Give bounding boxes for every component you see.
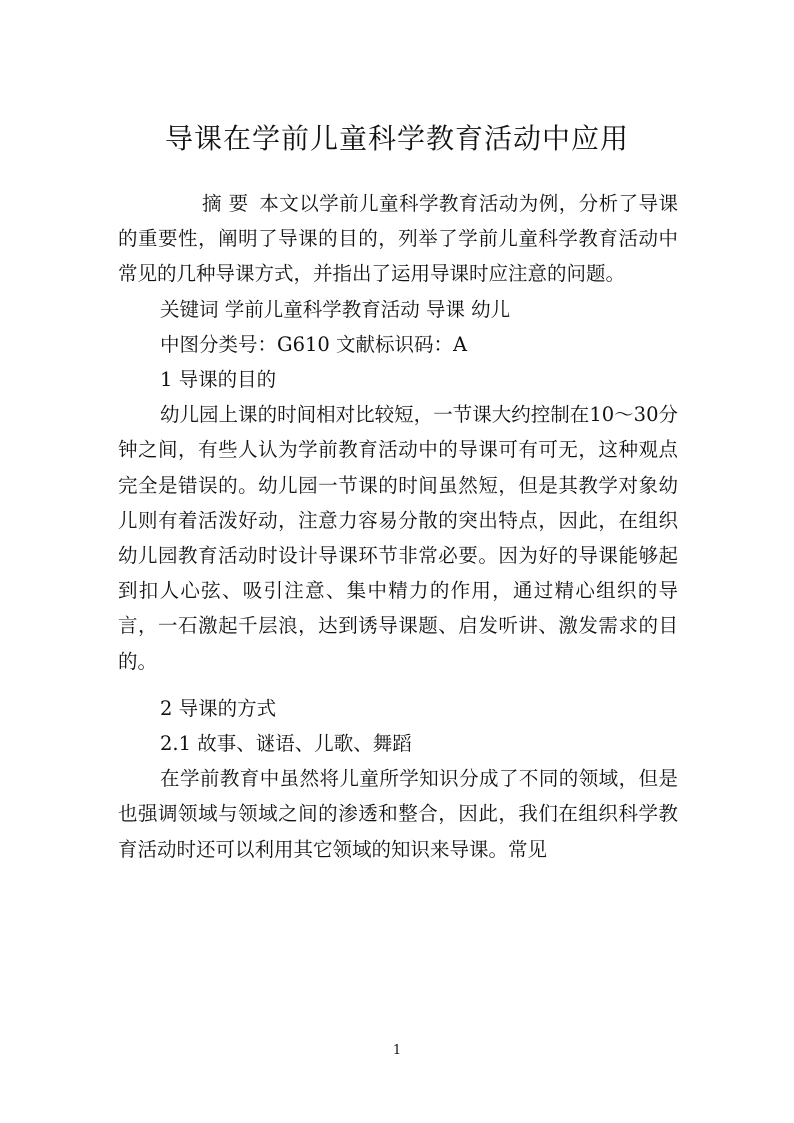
abstract-label: 摘 要 <box>202 192 249 215</box>
page-number: 1 <box>392 1043 402 1058</box>
section-2-1-paragraph: 在学前教育中虽然将儿童所学知识分成了不同的领域，但是也强调领域与领域之间的渗透和整合，因此，我们在组织科学教育活动时还可以利用其它领域的知识来导课。常见 <box>118 767 678 861</box>
keywords-line: 关键词 学前儿童科学教育活动 导课 幼儿 <box>160 297 511 321</box>
abstract-paragraph <box>118 186 678 292</box>
document-body <box>118 186 678 867</box>
section-2-1-heading: 2.1 故事、谜语、儿歌、舞蹈 <box>160 732 412 756</box>
section-1-paragraph: 幼儿园上课的时间相对比较短，一节课大约控制在10～30分钟之间，有些人认为学前教育活动中的导课可有可无，这种观点完全是错误的。幼儿园一节课的时间虽然短，但是其教学对象幼儿则有着活泼好动，注意力容易分散的突出特点，因此，在组织幼儿园教育活动时设计导课环节非常必要。因为好的导课能够起到扣人心弦、吸引注意、集中精力的作用，通过精心组织的导言，一石激起千层浪，达到诱导课题、启发听讲、激发需求的目的。 <box>118 403 678 673</box>
section-2-heading: 2 导课的方式 <box>160 696 277 720</box>
abstract-text: 本文以学前儿童科学教育活动为例，分析了导课的重要性，阐明了导课的目的，列举了学前儿童科学教育活动中常见的几种导课方式，并指出了运用导课时应注意的问题。 <box>118 192 678 286</box>
classification-line: 中图分类号：G610 文献标识码：A <box>160 332 468 356</box>
document-title: 导课在学前儿童科学教育活动中应用 <box>164 121 629 155</box>
section-1-heading: 1 导课的目的 <box>160 368 277 392</box>
